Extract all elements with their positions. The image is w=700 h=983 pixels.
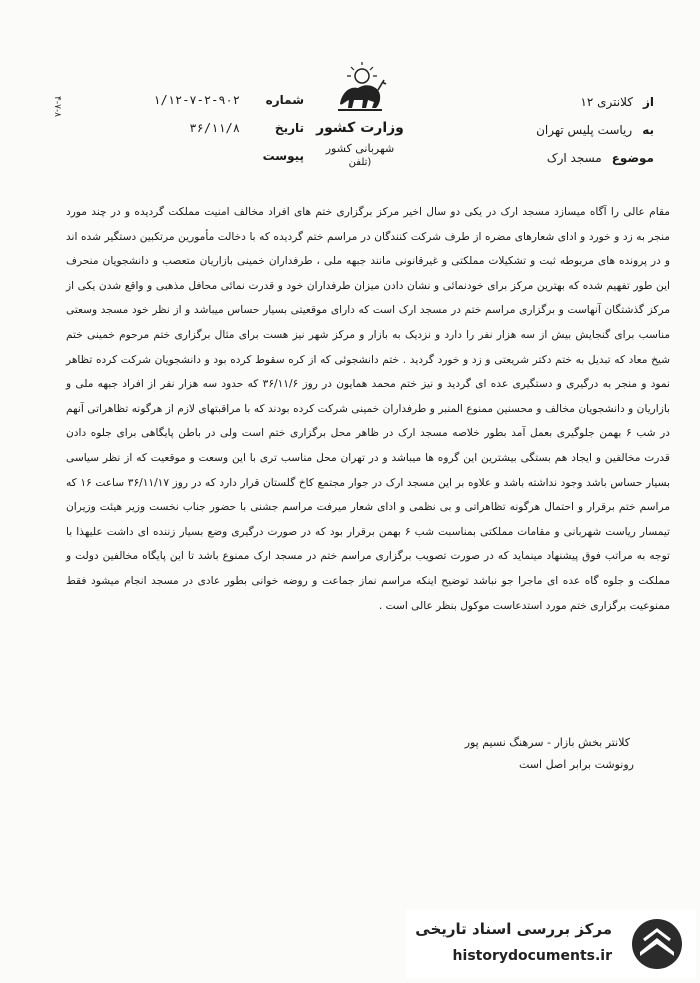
address-block — [464, 88, 654, 172]
number-value: ۱/۱۲-۷-۲-۹۰۲ — [153, 93, 240, 107]
to-row — [464, 116, 654, 144]
reference-block — [64, 86, 304, 170]
number-label: شماره — [265, 93, 304, 107]
attachment-row — [64, 142, 304, 170]
to-label: به — [642, 123, 654, 137]
attachment-label: پیوست — [262, 149, 304, 163]
signature: کلانتر بخش بازار - سرهنگ نسیم پور — [464, 736, 630, 749]
subject-row — [464, 144, 654, 172]
date-label: تاریخ — [274, 121, 304, 135]
letter-body — [66, 200, 670, 618]
from-label: از — [642, 95, 654, 109]
from-value: کلانتری ۱۲ — [580, 95, 633, 109]
ministry-name: وزارت کشور — [316, 120, 404, 136]
phone-label: (تلفن — [348, 157, 372, 168]
date-row — [64, 114, 304, 142]
letterhead — [300, 62, 420, 168]
copy-note: رونوشت برابر اصل است — [519, 758, 634, 771]
to-value: ریاست پلیس تهران — [536, 123, 633, 137]
from-row — [464, 88, 654, 116]
subject-value: مسجد ارک — [546, 151, 602, 165]
number-row — [64, 86, 304, 114]
department-name: شهربانی کشور — [325, 142, 395, 155]
footer-brand: مرکز بررسی اسناد تاریخی — [415, 920, 612, 938]
footer-site: historydocuments.ir — [452, 948, 612, 964]
watermark-footer — [406, 910, 696, 978]
body-paragraph: مقام عالی را آگاه میسازد مسجد ارک در یکی دو سال اخیر مرکز برگزاری ختم های افراد مخالف امنیت مملکت گردیده و در چند مورد منجر به زد و خورد و ادای شعارهای مضره از طرف شرکت کنندگان در مراسم ختم گردیده که با دخالت مأمورین مرتکبین دستگیر شده اند و در پرونده های مربوطه ثبت و تشکیلات مملکتی و غیرقانونی مانند جبهه ملی ، طرفداران خمینی بازاریان متعصب و دانشجویان منحرف این طور تفهیم شده که بهترین مرکز برای خودنمائی و نشان دادن میزان طرفداران خود و قدرت نمائی محافل مذهبی و واقع شدن یکی از مرکز گذشتگان آنهاست و برگزاری مراسم ختم در مسجد ارک است که دارای موقعیتی بسیار حساس میباشد و از نظر خود مسجد وسعتی مناسب برای گنجایش بیش از سه هزار نفر را دارد و نزدیک به بازار و مرکز شهر نیز هست برای مثال برگزاری ختم مرحوم خمینی ختم شیخ معاد که تبدیل به ختم دکتر شریعتی و زد و خورد گردید . ختم دانشجوئی که از کره سقوط کرده بود و دانشجویان شرکت کرده تظاهر نمود و منجر به درگیری و دستگیری عده ای گردید و نیز ختم محمد همایون در روز ۳۶/۱۱/۶ که حدود سه هزار نفر از افراد جبهه ملی و بازاریان و دانشجویان مخالف و محسنین ممنوع المنبر و طرفداران خمینی شرکت کرده بودند که با مراقبتهای لازم از هرگونه تظاهراتی آنهم در شب ۶ بهمن جلوگیری بعمل آمد بطور خلاصه مسجد ارک در ظاهر محل برگزاری ختم است ولی در باطن پایگاهی برای جلوه دادن قدرت مخالفین و ایجاد هم بستگی بیشترین این گروه ها میباشد و در تهران محل مناسب تری با این وسعت و موقعیت که از نظر سیاسی بسیار حساس باشد وجود نداشته باشد و علاوه بر این مسجد ارک در جوار مجتمع کاخ گلستان قرار دارد که در روز ۳۶/۱۱/۱۷ ساعت ۱۶ که مراسم ختم برقرار و احتمال هرگونه تظاهراتی و بی نظمی و ادای شعار میرفت مراسم جشنی با حضور جناب نخست وزیر هیئت وزیران تیمسار ریاست شهربانی و مقامات مملکتی بمناسبت شب ۶ بهمن برقرار بود که در صورت درگیری وضع بسیار زننده ای داشت علیهذا با توجه به مراتب فوق پیشنهاد مینماید که در صورت تصویب برگزاری مراسم ختم در مسجد ارک ممنوع باشد تا این پایگاه مخالفین دولت و مملکت و جلوه گاه عده ای ماجرا جو نباشد توضیح اینکه مراسم نماز جماعت و روضه خوانی بطور عادی در مسجد انجام میشود فقط ممنوعیت برگزاری ختم مورد استدعاست موکول بنظر عالی است . — [66, 206, 670, 612]
margin-note: ۴-۷-۸ — [52, 96, 62, 117]
subject-label: موضوع — [611, 151, 654, 165]
book-logo-icon — [626, 916, 688, 972]
date-value: ۳۶/۱۱/۸ — [189, 121, 240, 135]
lion-and-sun-emblem-icon — [332, 62, 388, 114]
